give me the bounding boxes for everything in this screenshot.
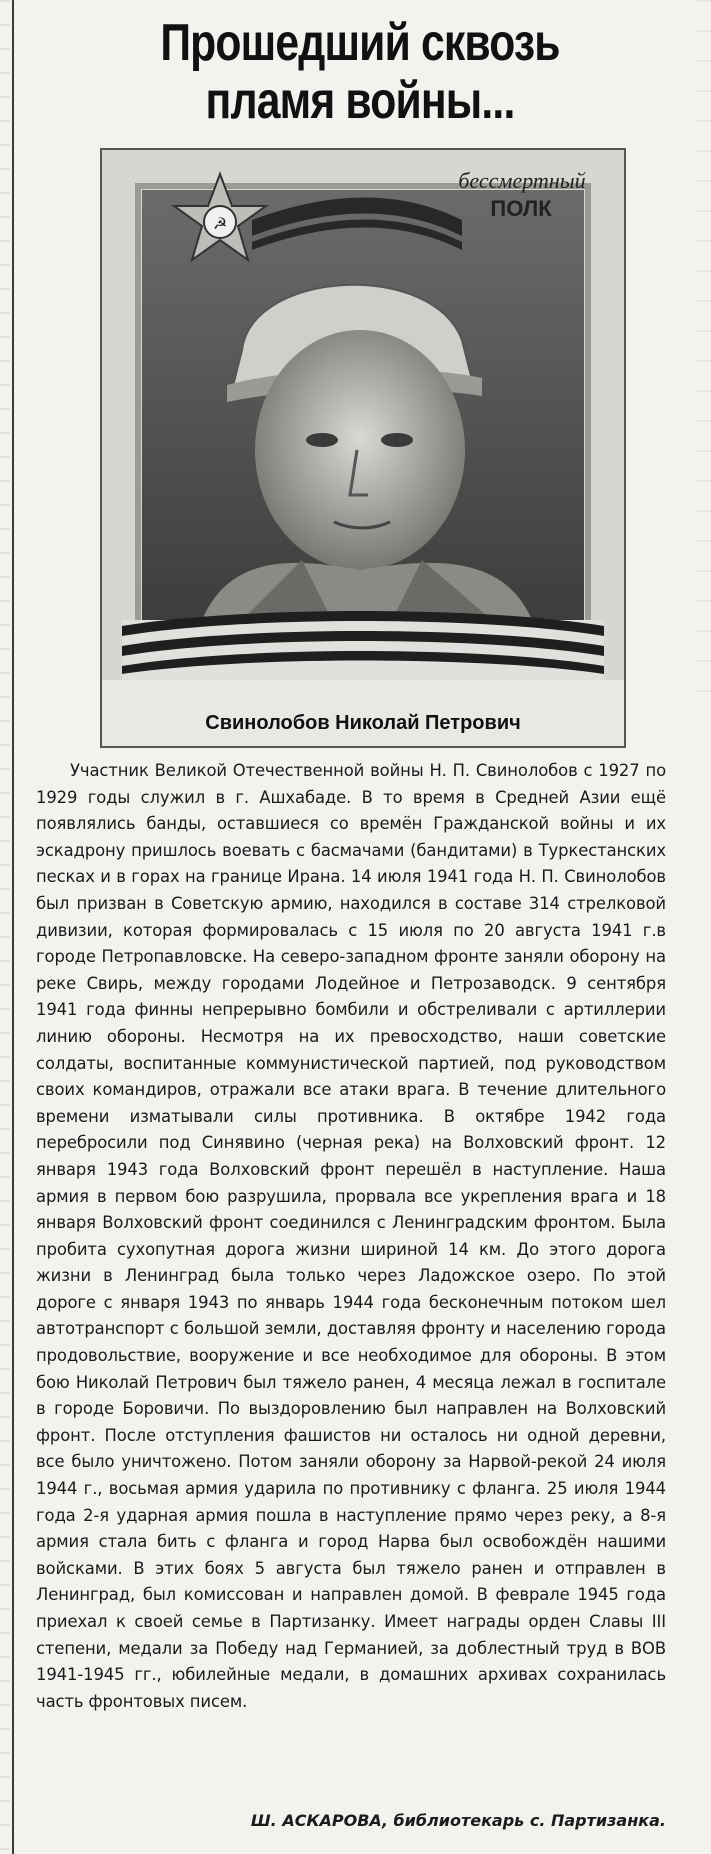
photo-caption: Свинолобов Николай Петрович xyxy=(205,712,521,734)
headline-line-1: Прошедший сквозь xyxy=(160,14,560,72)
portrait-photo xyxy=(100,148,626,748)
adjacent-column-bleed-right xyxy=(697,0,711,700)
column-rule xyxy=(12,0,14,1854)
article-body: Участник Великой Отечественной войны Н. П. Свинолобов с 1927 по 1929 годы служил в г. Ашхабаде. В то время в Средней Азии ещё появлялись банды, оставшиеся со времён Гражданской войны и их эскадрону пришлось воевать с басмачами (бандитами) в Туркестанских песках и в горах на границе Ирана. 14 июля 1941 года Н. П. Свинолобов был призван в Советскую армию, находился в составе 314 стрелковой дивизии, которая формировалась с 15 июля по 20 августа 1941 г.в городе Петропавловске. На северо-западном фронте заняли оборону на реке Свирь, между городами Лодейное и Петрозаводск. 9 сентября 1941 года финны непрерывно бомбили и обстреливали с артиллерии линию обороны. Несмотря на их превосходство, наши советские солдаты, воспитанные коммунистической партией, под руководством своих командиров, отражали все атаки врага. В течение длительного времени изматывали силы противника. В октябре 1942 года перебросили под Синявино (черная река) на Волховский фронт. 12 января 1943 года Волховский фронт перешёл в наступление. Наша армия в первом бою разрушила, прорвала все укрепления врага и 18 января Волховский фронт соединился с Ленинградским фронтом. Была пробита сухопутная дорога жизни шириной 14 км. До этого дорога жизни в Ленинград была только через Ладожское озеро. По этой дороге с января 1943 по январь 1944 года бесконечным потоком шел автотранспорт с большой земли, доставляя фронту и населению города продовольствие, вооружение и все необходимое для обороны. В этом бою Николай Петрович был тяжело ранен, 4 месяца лежал в госпитале в городе Боровичи. По выздоровлению был направлен на Волховский фронт. После отступления фашистов ни осталось ни одной деревни, все было уничтожено. Потом заняли оборону за Нарвой-рекой 24 июля 1944 г., восьмая армия ударила по противнику с фланга. 25 июля 1944 года 2-я ударная армия пошла в наступление прямо через реку, а 8-я армия стала бить с фланга и город Нарва был освобождён нашими войсками. В этих боях 5 августа был тяжело ранен и отправлен в Ленинград, был комиссован и направлен домой. В феврале 1945 года приехал к своей семье в Партизанку. Имеет награды орден Славы III степени, медали за Победу над Германией, за доблестный труд в ВОВ 1941-1945 гг., юбилейные медали, в домашних архивах сохранилась часть фронтовых писем. xyxy=(36,761,666,1711)
face xyxy=(255,330,465,570)
st-george-ribbon-bottom xyxy=(122,611,604,680)
badge-word: ПОЛК xyxy=(490,196,552,221)
svg-text:☭: ☭ xyxy=(212,214,228,233)
portrait-illustration xyxy=(102,150,624,746)
headline-line-2: пламя войны... xyxy=(205,72,515,130)
adjacent-column-bleed xyxy=(0,0,10,1854)
author-signature: Ш. АСКАРОВА, библиотекарь с. Партизанка. xyxy=(250,1811,666,1830)
badge-script-text: бессмертный xyxy=(458,168,586,193)
article-headline xyxy=(98,14,623,130)
